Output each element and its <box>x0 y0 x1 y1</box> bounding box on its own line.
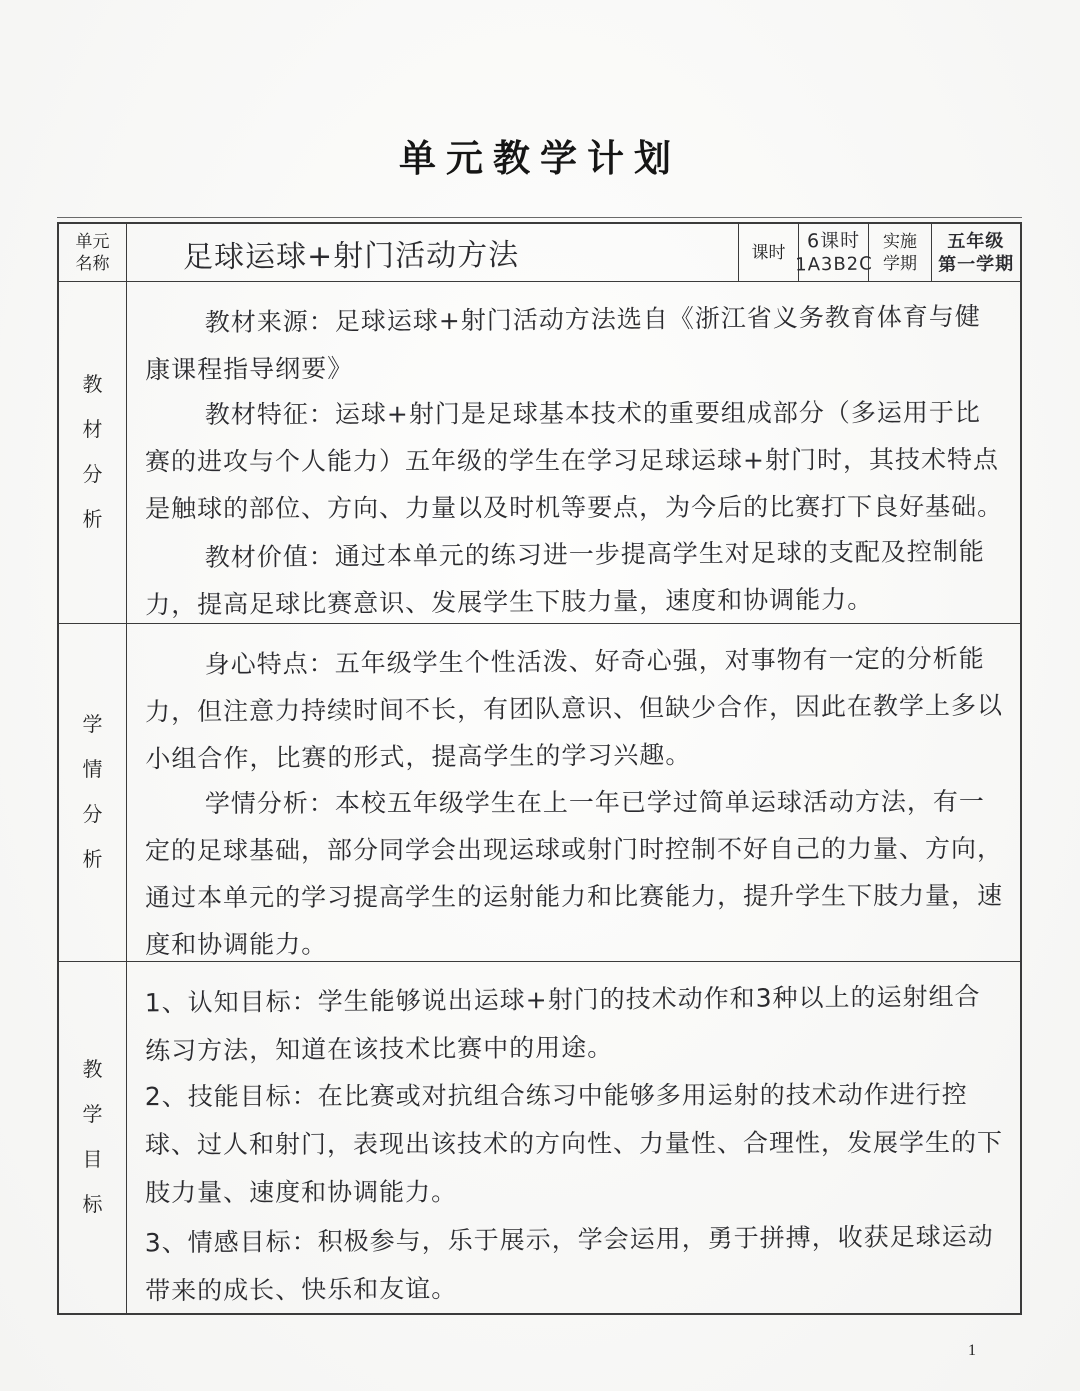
document-title: 单元教学计划 <box>399 139 681 180</box>
goal-emotional: 3、情感目标：积极参与，乐于展示，学会运用，勇于拼搏，收获足球运动带来的成长、快乐和友谊。 <box>144 1221 994 1306</box>
semester-value-cell <box>932 224 1020 281</box>
semester-handwritten <box>938 229 1015 276</box>
class-hours-line1: 6课时 <box>806 229 861 252</box>
learner-analysis-label: 学情分析 <box>82 713 103 871</box>
material-paragraph-features: 教材特征：运球+射门是足球基本技术的重要组成部分（多运用于比赛的进攻与个人能力）五年级的学生在学习足球运球+射门时，其技术特点是触球的部位、方向、力量以及时机等要点，为今后的比赛打下良好基础。 <box>144 397 1004 524</box>
learner-analysis-label-cell <box>59 624 127 961</box>
class-hours-label <box>739 224 799 281</box>
goal-cognitive: 1、认知目标：学生能够说出运球+射门的技术动作和3种以上的运射组合练习方法，知道在该技术比赛中的用途。 <box>144 981 981 1066</box>
semester-line1: 五年级 <box>947 230 1005 252</box>
table-row-unit-header <box>59 224 1020 282</box>
class-hours-handwritten <box>794 229 872 276</box>
class-hours-label-text: 课时 <box>751 242 786 262</box>
teaching-goals-content <box>127 962 1020 1313</box>
table-row-learner-analysis <box>59 624 1020 962</box>
table-row-material-analysis <box>59 282 1020 624</box>
unit-plan-table <box>57 222 1022 1315</box>
material-paragraph-value: 教材价值：通过本单元的练习进一步提高学生对足球的支配及控制能力，提高足球比赛意识、发展学生下肢力量，速度和协调能力。 <box>145 536 985 620</box>
page-number: 1 <box>968 1342 976 1359</box>
unit-name-value-cell <box>127 224 739 281</box>
material-analysis-label-cell <box>59 282 127 623</box>
unit-name-label <box>59 224 127 281</box>
learner-paragraph-traits: 身心特点：五年级学生个性活泼、好奇心强，对事物有一定的分析能力，但注意力持续时间不长，有团队意识、但缺少合作，因此在教学上多以小组合作，比赛的形式，提高学生的学习兴趣。 <box>144 643 1004 774</box>
material-analysis-label: 教材分析 <box>82 373 103 531</box>
unit-name-label-text: 单元名称 <box>75 231 110 273</box>
class-hours-value-cell <box>794 224 873 281</box>
class-hours-line2: 1A3B2C <box>794 252 873 276</box>
goal-skill: 2、技能目标：在比赛或对抗组合练习中能够多用运射的技术动作进行控球、过人和射门，表现出该技术的方向性、力量性、合理性，发展学生的下肢力量、速度和协调能力。 <box>144 1079 1004 1208</box>
semester-label-text: 实施学期 <box>882 231 917 273</box>
unit-name-handwritten: 足球运球+射门活动方法 <box>182 237 520 275</box>
semester-line2: 第一学期 <box>938 252 1015 276</box>
teaching-goals-label: 教学目标 <box>82 1058 103 1216</box>
learner-paragraph-analysis: 学情分析：本校五年级学生在上一年已学过简单运球活动方法，有一定的足球基础，部分同学会出现运球或射门时控制不好自己的力量、方向，通过本单元的学习提高学生的运射能力和比赛能力，提升学生下肢力量，速度和协调能力。 <box>144 786 1004 960</box>
semester-label <box>869 224 932 281</box>
table-row-teaching-goals <box>59 962 1020 1313</box>
material-analysis-content <box>127 282 1020 623</box>
teaching-goals-label-cell <box>59 962 127 1313</box>
material-paragraph-source: 教材来源：足球运球+射门活动方法选自《浙江省义务教育体育与健康课程指导纲要》 <box>145 301 981 385</box>
learner-analysis-content <box>127 624 1020 961</box>
